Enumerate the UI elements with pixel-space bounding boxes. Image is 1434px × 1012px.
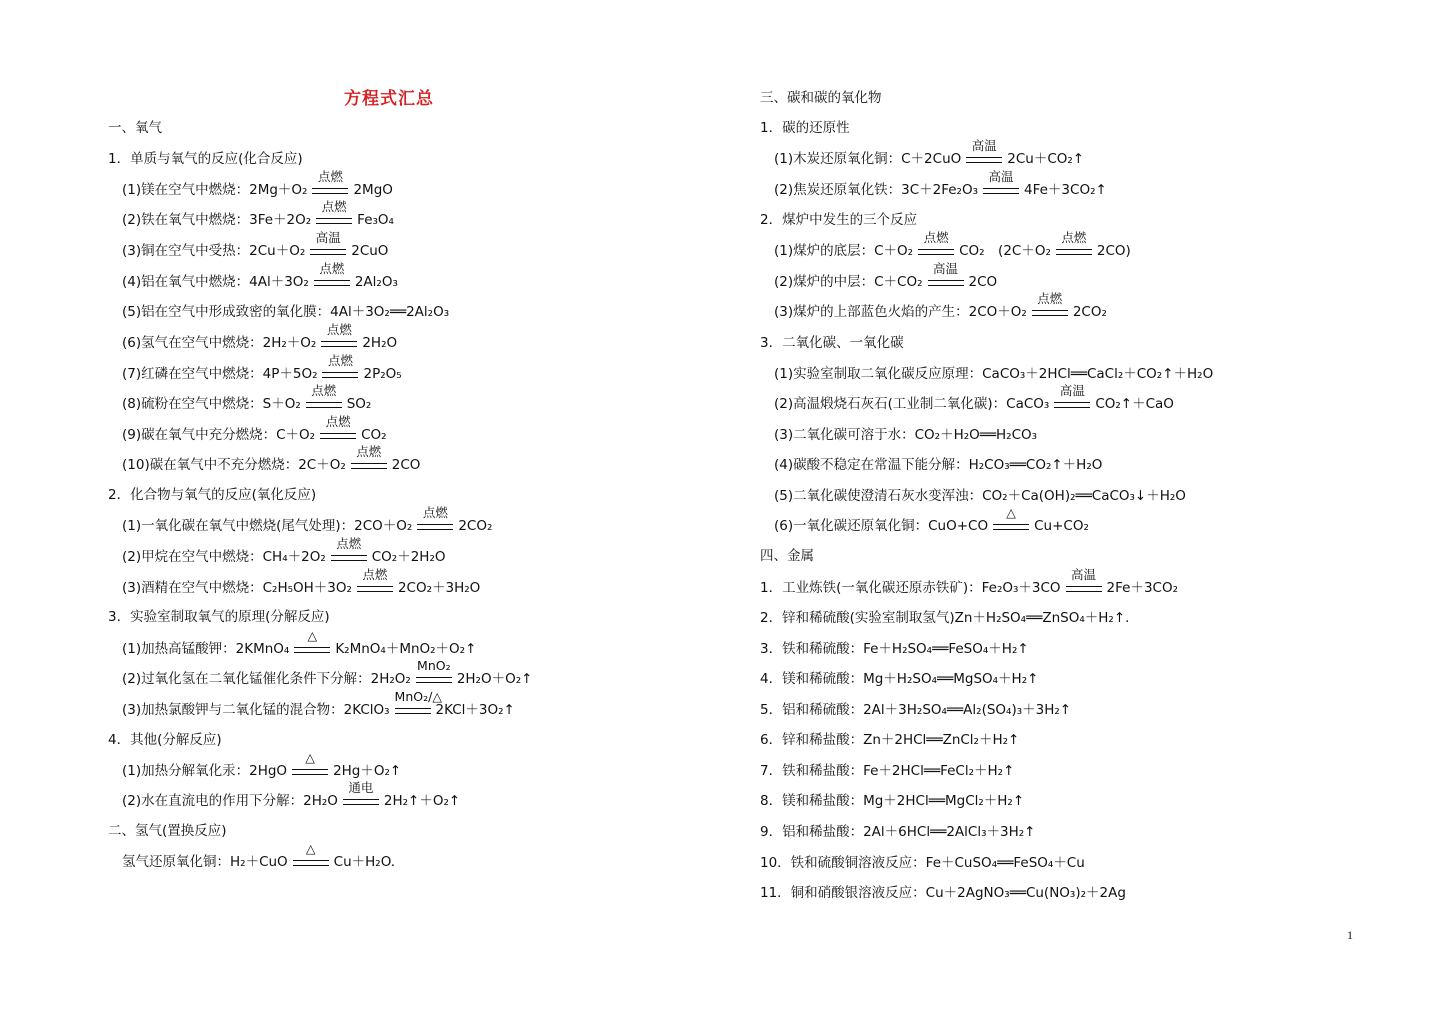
reaction-condition-sign [1066, 567, 1102, 592]
line-text: (3)二氧化碳可溶于水：CO₂＋H₂O══H₂CO₃ [774, 427, 1038, 443]
reaction-condition: 高温 [988, 169, 1014, 184]
products: SO₂ [346, 396, 372, 412]
reactants: (2)铁在氧气中燃烧：3Fe＋2O₂ [122, 212, 312, 228]
reaction-condition-sign [294, 628, 330, 653]
reactants: (2)煤炉的中层：C＋CO₂ [774, 274, 923, 290]
equation-line [108, 199, 394, 230]
section-heading [108, 485, 316, 505]
products: Fe₃O₄ [357, 212, 394, 228]
equal-sign-bars [357, 586, 393, 592]
reaction-condition: 点燃 [1037, 291, 1063, 306]
equal-sign-bars [310, 249, 346, 255]
reaction-condition-sign [322, 353, 358, 378]
equation-line [108, 302, 449, 322]
products: 2P₂O₅ [363, 366, 402, 382]
reactants: (6)一氧化碳还原氧化铜：CuO+CO [774, 518, 989, 534]
reaction-condition-sign [321, 322, 357, 347]
line-text: 二、氢气(置换反应) [108, 823, 227, 839]
reactants: (6)氢气在空气中燃烧：2H₂＋O₂ [122, 335, 317, 351]
line-text: 11．铜和硝酸银溶液反应：Cu＋2AgNO₃══Cu(NO₃)₂＋2Ag [760, 885, 1126, 901]
reaction-condition-sign [416, 658, 452, 683]
line-text: 10．铁和硫酸铜溶液反应：Fe＋CuSO₄══FeSO₄＋Cu [760, 855, 1085, 871]
equal-sign-bars [292, 769, 328, 775]
equation-line [108, 628, 477, 659]
reaction-condition-sign [343, 780, 379, 805]
line-text: 7．铁和稀盐酸：Fe＋2HCl══FeCl₂＋H₂↑ [760, 763, 1015, 779]
equation-line [108, 658, 533, 689]
equation-line [760, 364, 1213, 384]
reactants: (1)煤炉的底层：C＋O₂ [774, 243, 914, 259]
equation-line [108, 230, 389, 261]
reaction-condition-sign [983, 169, 1019, 194]
equation-line [108, 505, 493, 536]
products: CO₂ [361, 427, 387, 443]
reaction-condition-sign [331, 536, 367, 561]
equation-line [108, 536, 446, 567]
equal-sign-bars [395, 708, 431, 714]
reaction-condition-sign [292, 750, 328, 775]
reactants: (3)酒精在空气中燃烧：C₂H₅OH＋3O₂ [122, 580, 352, 596]
equal-sign-bars [928, 280, 964, 286]
reaction-condition: 高温 [933, 261, 959, 276]
products: 2CO₂＋3H₂O [397, 580, 481, 596]
reaction-condition: △ [305, 750, 315, 765]
equation-line [760, 383, 1174, 414]
equal-sign-bars [1032, 310, 1068, 316]
products: 2CuO [351, 243, 389, 259]
section-heading [108, 730, 222, 750]
products: 2H₂O＋O₂↑ [456, 671, 533, 687]
line-text: (5)二氧化碳使澄清石灰水变浑浊：CO₂＋Ca(OH)₂══CaCO₃↓＋H₂O [774, 488, 1186, 504]
equation-line [760, 505, 1089, 536]
line-text: 3．铁和稀硫酸：Fe＋H₂SO₄══FeSO₄＋H₂↑ [760, 641, 1029, 657]
reaction-condition-sign [357, 567, 393, 592]
reactants: (1)镁在空气中燃烧：2Mg＋O₂ [122, 182, 308, 198]
reaction-condition: 高温 [971, 138, 997, 153]
products: K₂MnO₄＋MnO₂＋O₂↑ [335, 641, 477, 657]
products: 2Fe＋3CO₂ [1106, 580, 1179, 596]
equation-line [760, 455, 1102, 475]
equal-sign-bars [321, 341, 357, 347]
equal-sign-bars [1056, 249, 1092, 255]
page-title: 方程式汇总 [344, 89, 434, 109]
equal-sign-bars [322, 372, 358, 378]
equation-line [760, 425, 1037, 445]
reaction-condition: MnO₂ [417, 658, 451, 673]
equation-line [760, 230, 1131, 261]
equal-sign-bars [416, 677, 452, 683]
section-heading [760, 546, 814, 566]
equal-sign-bars [320, 433, 356, 439]
line-text: 四、金属 [760, 548, 814, 564]
line-text: 4．镁和稀硫酸：Mg＋H₂SO₄══MgSO₄＋H₂↑ [760, 671, 1039, 687]
reaction-condition: △ [307, 628, 318, 643]
reactants: (7)红磷在空气中燃烧：4P＋5O₂ [122, 366, 318, 382]
section-heading [108, 821, 227, 841]
section-heading [760, 822, 1035, 842]
reactants: (1)一氧化碳在氧气中燃烧(尾气处理)：2CO＋O₂ [122, 518, 413, 534]
line-text: 2．化合物与氧气的反应(氧化反应) [108, 487, 317, 503]
equation-line [108, 322, 398, 353]
equal-sign-bars [351, 463, 387, 469]
equal-sign-bars [983, 188, 1019, 194]
line-text: 3．二氧化碳、一氧化碳 [760, 335, 904, 351]
reaction-condition-sign [312, 169, 348, 194]
products: 2MgO [353, 182, 393, 198]
products: CO₂↑＋CaO [1095, 396, 1174, 412]
equation-line [108, 444, 421, 475]
products: Cu+CO₂ [1034, 518, 1089, 534]
equation-line [108, 261, 398, 292]
reaction-condition: 高温 [1071, 567, 1097, 582]
reactants: (2)过氧化氢在二氧化锰催化条件下分解：2H₂O₂ [122, 671, 411, 687]
reaction-condition-sign [320, 414, 356, 439]
equal-sign-bars [417, 524, 453, 530]
section-heading [760, 761, 1014, 781]
equal-sign-bars [314, 280, 350, 286]
products: CO₂ (2C＋O₂ [959, 243, 1051, 259]
reaction-condition: 点燃 [336, 536, 362, 551]
section-heading [760, 791, 1024, 811]
products: 2CO) [1096, 243, 1131, 259]
reaction-condition-sign [928, 261, 964, 286]
section-heading [760, 608, 1129, 628]
equation-line [760, 138, 1085, 169]
reaction-condition-sign [310, 230, 346, 255]
reaction-condition: MnO₂/△ [394, 689, 442, 704]
equal-sign-bars [918, 249, 954, 255]
reaction-condition: 点燃 [325, 414, 351, 429]
products: 2CO [968, 274, 998, 290]
equation-line [108, 841, 396, 872]
section-heading [760, 700, 1071, 720]
reactants: (8)硫粉在空气中燃烧：S＋O₂ [122, 396, 301, 412]
section-heading [760, 639, 1029, 659]
reaction-condition: 点燃 [327, 353, 353, 368]
section-heading [108, 607, 330, 627]
equal-sign-bars [343, 799, 379, 805]
reaction-condition: △ [305, 841, 316, 856]
reactants: (9)碳在氧气中充分燃烧：C＋O₂ [122, 427, 316, 443]
reaction-condition-sign [1032, 291, 1068, 316]
section-heading [760, 333, 904, 353]
reaction-condition: 点燃 [1061, 230, 1087, 245]
line-text: 6．锌和稀盐酸：Zn＋2HCl══ZnCl₂＋H₂↑ [760, 732, 1020, 748]
equation-line [108, 780, 461, 811]
line-text: (4)碳酸不稳定在常温下能分解：H₂CO₃══CO₂↑＋H₂O [774, 457, 1103, 473]
equation-line [108, 414, 387, 445]
line-text: 5．铝和稀硫酸：2Al＋3H₂SO₄══Al₂(SO₄)₃＋3H₂↑ [760, 702, 1072, 718]
line-text: 1．碳的还原性 [760, 120, 850, 136]
line-text: 2．锌和稀硫酸(实验室制取氢气)Zn＋H₂SO₄══ZnSO₄＋H₂↑. [760, 610, 1130, 626]
reaction-condition-sign [966, 138, 1002, 163]
products: 2KCl＋3O₂↑ [435, 702, 515, 718]
reaction-condition: 通电 [348, 780, 374, 795]
reaction-condition-sign [306, 383, 342, 408]
equation-line [760, 486, 1186, 506]
equation-line [108, 689, 515, 720]
reaction-condition-sign [351, 444, 387, 469]
reaction-condition: 高温 [315, 230, 341, 245]
reactants: (3)加热氯酸钾与二氧化锰的混合物：2KClO₃ [122, 702, 390, 718]
reactants: (1)加热高锰酸钾：2KMnO₄ [122, 641, 290, 657]
line-text: 一、氧气 [108, 120, 162, 136]
reaction-condition-sign [314, 261, 350, 286]
line-text: 2．煤炉中发生的三个反应 [760, 212, 918, 228]
reactants: (1)加热分解氧化汞：2HgO [122, 763, 288, 779]
products: 2CO₂ [458, 518, 493, 534]
reaction-condition: 点燃 [326, 322, 352, 337]
section-heading [760, 883, 1126, 903]
section-heading [760, 567, 1179, 598]
products: 2Al₂O₃ [354, 274, 398, 290]
reaction-condition-sign [1056, 230, 1092, 255]
equal-sign-bars [1066, 586, 1102, 592]
reactants: (2)焦炭还原氧化铁：3C＋2Fe₂O₃ [774, 182, 979, 198]
products: Cu＋H₂O. [333, 854, 396, 870]
reaction-condition: 点燃 [422, 505, 448, 520]
section-heading [760, 88, 882, 108]
section-heading [760, 118, 850, 138]
reaction-condition-sign [918, 230, 954, 255]
reaction-condition: 高温 [1059, 383, 1085, 398]
section-heading [108, 118, 162, 138]
products: 2CO [391, 457, 421, 473]
section-heading [760, 669, 1038, 689]
reaction-condition: 点燃 [321, 199, 347, 214]
products: 2H₂↑＋O₂↑ [383, 793, 461, 809]
reactants: (1)木炭还原氧化铜：C＋2CuO [774, 151, 962, 167]
equation-line [108, 567, 481, 598]
equation-line [108, 750, 402, 781]
section-heading [760, 853, 1085, 873]
products: 2Cu＋CO₂↑ [1007, 151, 1085, 167]
line-text: (5)铝在空气中形成致密的氧化膜：4Al＋3O₂══2Al₂O₃ [122, 304, 450, 320]
line-text: 9．铝和稀盐酸：2Al＋6HCl══2AlCl₃＋3H₂↑ [760, 824, 1036, 840]
reaction-condition: 点燃 [311, 383, 337, 398]
reactants: (2)高温煅烧石灰石(工业制二氧化碳)：CaCO₃ [774, 396, 1050, 412]
equal-sign-bars [966, 157, 1002, 163]
equal-sign-bars [316, 218, 352, 224]
reaction-condition: 点燃 [923, 230, 949, 245]
reaction-condition-sign [293, 841, 329, 866]
reaction-condition-sign [316, 199, 352, 224]
line-text: (1)实验室制取二氧化碳反应原理：CaCO₃＋2HCl══CaCl₂＋CO₂↑＋H₂O [774, 366, 1214, 382]
products: 2H₂O [362, 335, 398, 351]
section-heading [760, 730, 1019, 750]
reaction-condition-sign [394, 689, 442, 714]
line-text: 三、碳和碳的氧化物 [760, 90, 882, 106]
reaction-condition: 点燃 [362, 567, 388, 582]
products: CO₂＋2H₂O [371, 549, 446, 565]
reaction-condition: 点燃 [356, 444, 382, 459]
equation-line [760, 169, 1107, 200]
section-heading [108, 149, 303, 169]
line-text: 3．实验室制取氧气的原理(分解反应) [108, 609, 330, 625]
page-number: 1 [1347, 928, 1353, 942]
equal-sign-bars [294, 647, 330, 653]
section-heading [760, 210, 917, 230]
equation-line [108, 383, 372, 414]
equal-sign-bars [306, 402, 342, 408]
equation-line [760, 261, 998, 292]
reaction-condition-sign [417, 505, 453, 530]
reaction-condition: 点燃 [317, 169, 343, 184]
equal-sign-bars [993, 524, 1029, 530]
reactants: (4)铝在氧气中燃烧：4Al＋3O₂ [122, 274, 309, 290]
reactants: (2)水在直流电的作用下分解：2H₂O [122, 793, 338, 809]
reaction-condition-sign [1054, 383, 1090, 408]
line-text: 8．镁和稀盐酸：Mg＋2HCl══MgCl₂＋H₂↑ [760, 793, 1025, 809]
reaction-condition-sign [993, 505, 1029, 530]
reactants: 氢气还原氧化铜：H₂＋CuO [122, 854, 288, 870]
reaction-condition: 点燃 [319, 261, 345, 276]
products: 2CO₂ [1072, 304, 1107, 320]
equal-sign-bars [1054, 402, 1090, 408]
line-text: 1．单质与氧气的反应(化合反应) [108, 151, 303, 167]
equal-sign-bars [331, 555, 367, 561]
reactants: 1．工业炼铁(一氧化碳还原赤铁矿)：Fe₂O₃＋3CO [760, 580, 1061, 596]
reactants: (10)碳在氧气中不充分燃烧：2C＋O₂ [122, 457, 346, 473]
equation-line [760, 291, 1107, 322]
reactants: (2)甲烷在空气中燃烧：CH₄＋2O₂ [122, 549, 326, 565]
line-text: 4．其他(分解反应) [108, 732, 222, 748]
reactants: (3)铜在空气中受热：2Cu＋O₂ [122, 243, 306, 259]
equal-sign-bars [293, 860, 329, 866]
products: 4Fe＋3CO₂↑ [1024, 182, 1107, 198]
equal-sign-bars [312, 188, 348, 194]
products: 2Hg＋O₂↑ [333, 763, 402, 779]
equation-line [108, 353, 402, 384]
reaction-condition: △ [1006, 505, 1016, 520]
equation-line [108, 169, 393, 200]
reactants: (3)煤炉的上部蓝色火焰的产生：2CO＋O₂ [774, 304, 1027, 320]
